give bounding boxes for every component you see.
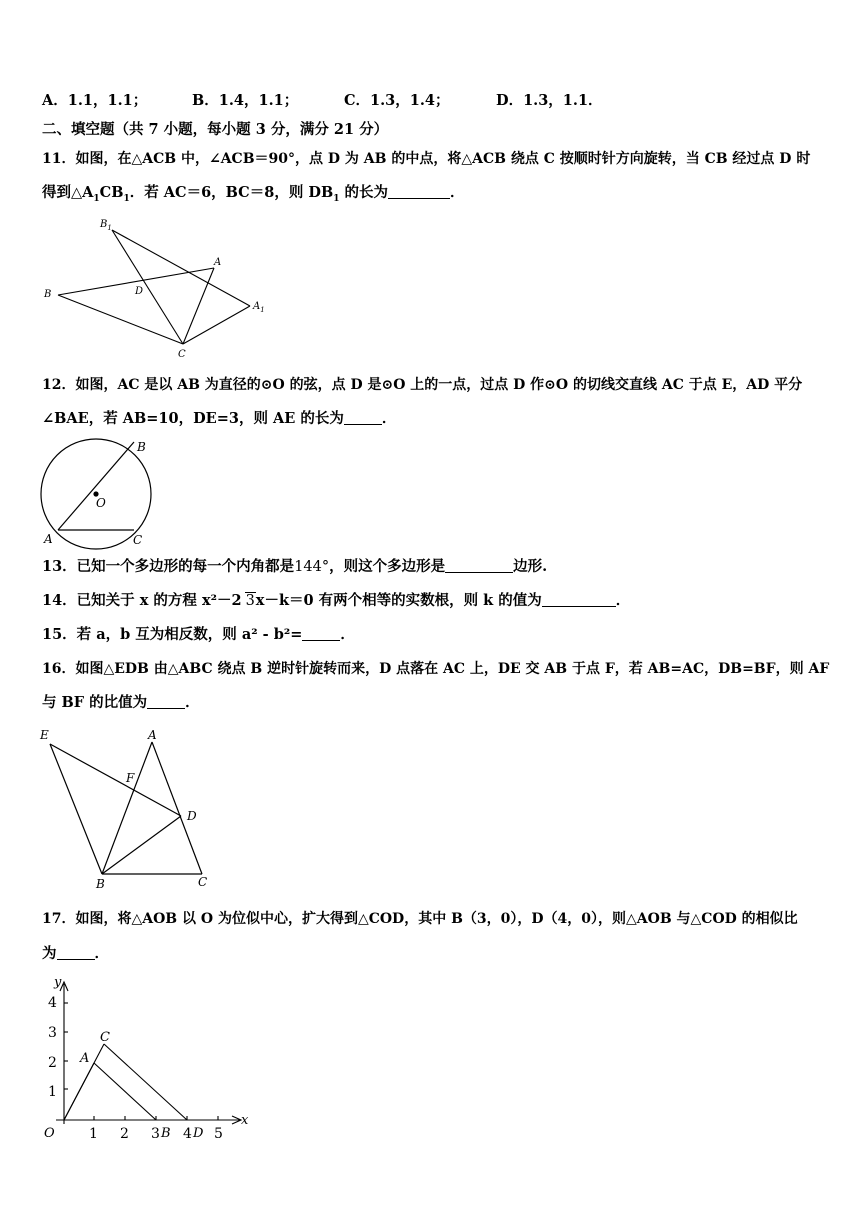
q17-label-c: C xyxy=(100,1030,110,1045)
q12-figure xyxy=(36,434,160,550)
q16-label-d: D xyxy=(187,809,197,823)
q16-label-e: E xyxy=(40,728,49,742)
q16-answer-blank[interactable] xyxy=(147,694,185,709)
q11-label-b: B xyxy=(44,289,52,300)
q12-diameter-ab xyxy=(58,442,134,530)
option-b: B．1.4，1.1； xyxy=(192,92,299,109)
q11-seg-b1c xyxy=(112,230,183,344)
q17-label-a: A xyxy=(80,1051,90,1066)
q17-tick-x3: 3 xyxy=(151,1126,160,1142)
q17-tick-x1: 1 xyxy=(89,1126,98,1142)
q16-label-f: F xyxy=(126,771,135,785)
q11-label-a1: $A_1$ xyxy=(253,301,265,314)
q17-figure xyxy=(36,974,252,1146)
q16-seg-ac xyxy=(152,742,202,874)
q17-tick-y1: 1 xyxy=(48,1084,57,1100)
q17-answer-blank[interactable] xyxy=(57,945,95,960)
q17-y-ticks xyxy=(64,1003,68,1089)
q14-sqrt: 3 xyxy=(245,593,255,609)
option-d: D．1.3，1.1． xyxy=(496,92,603,109)
q11-seg-a1c xyxy=(183,306,250,344)
q16-seg-ab xyxy=(102,742,152,874)
q16-seg-eb xyxy=(50,744,102,874)
q17-label-y: y xyxy=(54,975,62,990)
q11-answer-blank[interactable] xyxy=(388,184,450,199)
q16-line1: 16．如图△EDB 由△ABC 绕点 B 逆时针旋转而来，D 点落在 AC 上，DE 交 AB 于点 F，若 AB=AC，DB=BF，则 AF xyxy=(42,661,830,677)
q12-line1: 12．如图，AC 是以 AB 为直径的⊙O 的弦，点 D 是⊙O 上的一点，过点 D 作⊙O 的切线交直线 AC 于点 E，AD 平分 xyxy=(42,377,803,393)
q11-seg-b1a1 xyxy=(112,230,250,306)
q12-label-b: B xyxy=(137,440,146,454)
q12-answer-blank[interactable] xyxy=(344,410,382,425)
q11-seg-ac xyxy=(183,268,214,344)
q17-line1: 17．如图，将△AOB 以 O 为位似中心，扩大得到△COD，其中 B（3，0），D（4，0），则△AOB 与△COD 的相似比 xyxy=(42,911,798,927)
q16-figure xyxy=(36,722,226,892)
q11-label-d: D xyxy=(135,286,144,297)
q17-tick-x4: 4 xyxy=(183,1126,192,1142)
option-c: C．1.3，1.4； xyxy=(344,92,450,109)
q17-label-x: x xyxy=(241,1113,249,1128)
q14-answer-blank[interactable] xyxy=(542,592,616,607)
q11-line1: 11．如图，在△ACB 中，∠ACB＝90°，点 D 为 AB 的中点，将△ACB 绕点 C 按顺时针方向旋转，当 CB 经过点 D 时 xyxy=(42,151,811,167)
q11-line2: 得到$\triangle A_1CB_1$．若 AC＝6，BC＝8，则 $DB_1$ 的长为 ． xyxy=(42,184,465,204)
q12-label-a: A xyxy=(44,532,53,546)
q11-seg-bc xyxy=(58,295,183,344)
q15-answer-blank[interactable] xyxy=(302,626,340,641)
q17-tick-y4: 4 xyxy=(48,995,57,1011)
q16-seg-bd xyxy=(102,816,181,874)
q11-label-c: C xyxy=(178,349,186,360)
q12-label-o: O xyxy=(96,496,106,510)
q12-label-c: C xyxy=(133,533,143,547)
section-title: 二、填空题（共 7 小题，每小题 3 分，满分 21 分） xyxy=(42,121,389,138)
q14-text: 14．已知关于 x 的方程 x²－2 3x－k＝0 有两个相等的实数根，则 k 的值为 ． xyxy=(42,592,631,609)
q11-label-a: A xyxy=(214,257,222,268)
q15-text: 15．若 a，b 互为相反数，则 a² - b²= ． xyxy=(42,626,355,643)
q17-label-d: D xyxy=(193,1126,204,1141)
q16-label-c: C xyxy=(198,875,208,889)
q17-tick-y2: 2 xyxy=(48,1055,57,1071)
option-a: A．1.1，1.1； xyxy=(42,92,148,109)
q17-seg-ab xyxy=(94,1063,156,1120)
q17-tick-y3: 3 xyxy=(48,1025,57,1041)
q11-figure xyxy=(36,212,276,362)
q16-line2: 与 BF 的比值为 ． xyxy=(42,694,200,711)
q13-answer-blank[interactable] xyxy=(445,558,513,573)
q12-line2: ∠BAE，若 AB=10，DE=3，则 AE 的长为 ． xyxy=(42,410,397,427)
q16-label-b: B xyxy=(96,877,105,891)
q16-label-a: A xyxy=(148,728,157,742)
q17-line2: 为 ． xyxy=(42,945,109,962)
q17-label-o: O xyxy=(44,1126,55,1141)
q17-tick-x2: 2 xyxy=(120,1126,129,1142)
q17-tick-x5: 5 xyxy=(214,1126,223,1142)
q16-seg-ed xyxy=(50,744,181,816)
q13-text: 13．已知一个多边形的每一个内角都是144°，则这个多边形是 边形. xyxy=(42,558,548,575)
q17-label-b: B xyxy=(161,1126,171,1141)
q17-seg-cd xyxy=(104,1044,187,1120)
q11-label-b1: $B_1$ xyxy=(100,219,112,232)
